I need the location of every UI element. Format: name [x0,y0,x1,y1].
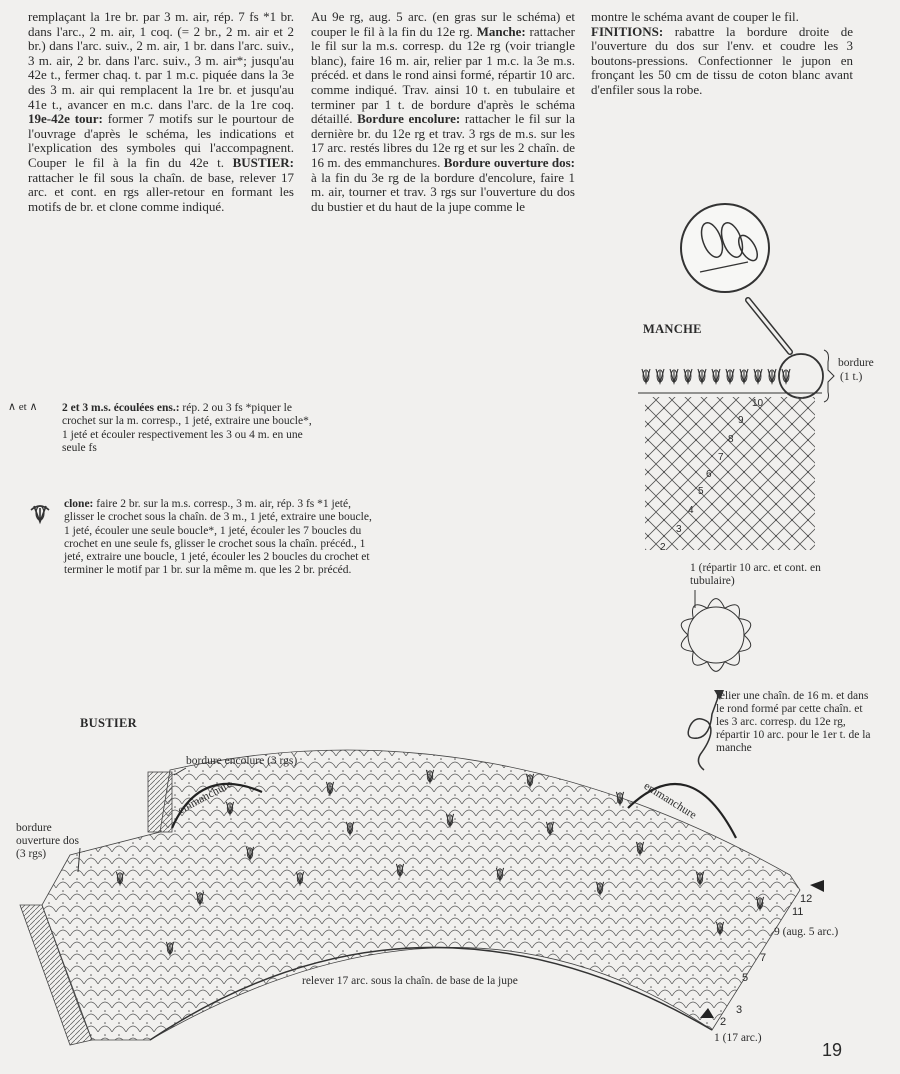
row-label-2: 2 [720,1016,727,1028]
row-label-7: 7 [760,952,767,964]
encolure-strip [148,772,172,832]
legend-decrease-text: rép. 2 ou 3 fs *piquer le crochet sur la m. corresp., 1 jeté, extraire une boucle*, 1 jeté et écouler respectivement les 3 ou 4 m. en une seule fs [62,402,312,454]
legend-clone-title: clone: [64,498,94,510]
row-label-11: 11 [792,906,804,918]
manche-round [681,599,750,672]
paragraph: rattacher le fil sur la m.s. corresp. du 12e rg (voir triangle blanc), faire 16 m. air, relier par 1 m.c. la 3e m.s. précéd. et dans le rond ainsi formé, répartir 10 arc. comme indiqué. Trav. ainsi 10 t. en tubulaire et terminer par 1 t. de bordure d'après le schéma détaillé. [311,23,576,127]
heading-bordure-ouverture: Bordure ouverture dos: [443,154,575,170]
bordure-label: bordure [838,357,874,369]
tour1-label: 1 (répartir 10 arc. et cont. en tubulaire) [690,562,821,587]
heading-bordure-encolure: Bordure encolure: [357,111,461,127]
manche-row-3: 3 [676,524,682,535]
manche-mesh [645,397,815,550]
encolure-label: bordure encolure (3 rgs) [186,755,298,767]
manche-title: MANCHE [643,322,702,336]
heading-manche: Manche: [476,23,526,39]
manche-row-8: 8 [728,434,734,445]
heading-bustier: BUSTIER: [232,154,294,170]
manche-row-9: 9 [738,415,744,426]
paragraph: rattacher le fil sur la dernière br. du 12e rg et trav. 3 rgs de m.s. sur les 17 arc. restés libres du 12e rg et sur les 2 chaîn. de 16 m. des emmanchures. [311,111,576,170]
manche-row-7: 7 [718,452,724,463]
row-label-5: 5 [742,972,749,984]
heading-finitions: FINITIONS: [591,23,664,39]
emmanchure-right-label: emmanchure [641,780,699,822]
paragraph: remplaçant la 1re br. par 3 m. air, rép. 7 fs *1 br. dans l'arc., 2 m. air, 1 coq. (= 2 br., 2 m. air et 2 br.) dans l'arc. suiv., 2 m. air, 1 br. dans l'arc. suiv., 3 m. air, 2 br. dans l'arc. suiv., 3 m. air*; jusqu'au 42e t., fermer chaq. t. par 1 m.c. piquée dans la 3e des 3 m. air qui remplacent la 1re br. et jusqu'au 41e t., avancer en m.c. dans l'arc. de la 1re coq. [28,9,294,112]
relever-label: relever 17 arc. sous la chaîn. de base de la jupe [302,975,518,987]
decrease-symbols: ∧ et ∧ [8,401,38,413]
manche-clones [642,369,790,383]
manche-row-2: 2 [660,542,666,553]
legend-clone-text: faire 2 br. sur la m.s. corresp., 3 m. air, rép. 3 fs *1 jeté, glisser le crochet sous la chaîn. de 3 m., 1 jeté, extraire une boucle, 1 jeté, écouler une seule boucle*, 1 jeté, écouler les 7 boucles du crochet en une seule fs, glisser le crochet sous la chaîn. précéd., 1 jeté, extraire une boucle, 1 jeté, écouler les 2 boucles du crochet et terminer le motif par 1 br. sur la même m. que les 2 br. précéd. [64,498,372,577]
legend-decrease-title: 2 et 3 m.s. écoulées ens.: [62,402,180,414]
manche-row-4: 4 [688,505,694,516]
relier-instruction: relier une chaîn. de 16 m. et dans le rond formé par cette chaîn. et les 3 arc. corresp. du 12e rg, répartir 10 arc. pour le 1er t. de la manche [716,690,871,754]
row-label-12: 12 [800,893,813,905]
paragraph: montre le schéma avant de couper le fil. [591,9,799,24]
paragraph: rabattre la bordure droite de l'ouverture du dos sur l'env. et coudre les 3 boutons-pressions. Confectionner le jupon en fronçant les 50 cm de tissu de coton blanc avant d'enfiler sous la robe. [591,23,853,97]
bustier-title: BUSTIER [80,716,137,730]
zoom-detail-icon [681,204,769,292]
emmanchure-left-label: emmanchure [176,778,235,817]
paragraph: à la fin du 3e rg de la bordure d'encolure, faire 1 m. air, tourner et trav. 3 rgs sur l'ouverture du dos du bustier et du haut de la jupe comme le [311,169,575,214]
start-triangle-icon [810,880,824,892]
manche-row-5: 5 [698,486,704,497]
manche-row-6: 6 [706,469,712,480]
paragraph: rattacher le fil sous la chaîn. de base, relever 17 arc. et cont. en rgs aller-retour en formant les motifs de br. et clone comme indiqué. [28,169,294,214]
row-label-9: 9 (aug. 5 arc.) [774,926,839,938]
row-label-3: 3 [736,1004,743,1016]
ouverture-label: bordure ouverture dos (3 rgs) [16,822,79,860]
page-number: 19 [822,1040,843,1060]
bordure-sub-label: (1 t.) [840,371,863,383]
row-label-1: 1 (17 arc.) [714,1032,762,1044]
manche-row-10: 10 [752,398,764,409]
heading-tours: 19e-42e tour: [28,111,103,127]
bordure-brace [824,350,834,402]
paragraph: former 7 motifs sur le pourtour de l'ouvrage d'après le schéma, les indications et l'explication des symboles qui l'accompagnent. Couper le fil à la fin du 42e t. [28,111,295,170]
crochet-hook-icon [748,300,790,352]
paragraph: Au 9e rg, aug. 5 arc. (en gras sur le schéma) et couper le fil à la fin du 12e rg. [311,9,575,39]
round-base [688,607,744,663]
